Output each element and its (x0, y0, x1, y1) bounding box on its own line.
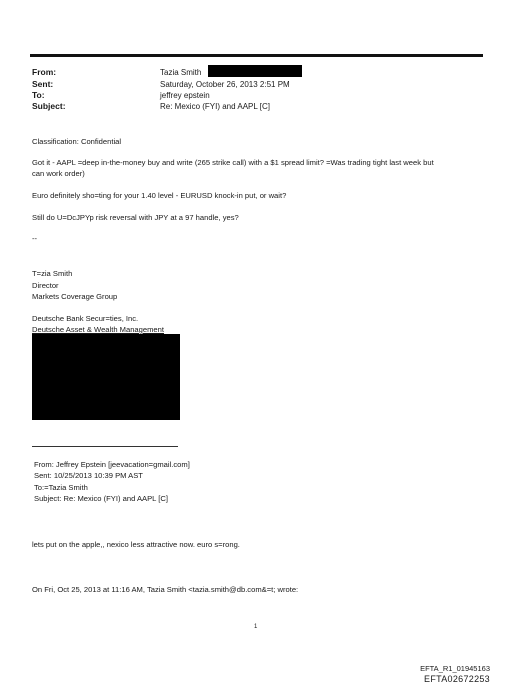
to-label: To: (32, 90, 45, 100)
body-line-1b: can work order) (32, 169, 85, 178)
signature-company-2: Deutsche Asset & Wealth Management (32, 325, 164, 334)
classification-text: Classification: Confidential (32, 137, 122, 146)
bates-stamp-1: EFTA_R1_01945163 (420, 664, 490, 673)
sent-label: Sent: (32, 79, 54, 89)
quoted-from: From: Jeffrey Epstein [jeevacation=gmail.com] (34, 460, 190, 469)
quoted-on-wrote-line: On Fri, Oct 25, 2013 at 11:16 AM, Tazia Smith <tazia.smith@db.com&=t; wrote: (32, 585, 299, 594)
signature-group: Markets Coverage Group (32, 292, 118, 301)
signature-company-1: Deutsche Bank Secur=ties, Inc. (32, 314, 139, 323)
to-value: jeffrey epstein (160, 91, 210, 100)
redaction-block-email (208, 65, 302, 77)
quoted-to: To:=Tazia Smith (34, 483, 88, 492)
subject-value: Re: Mexico (FYI) and AAPL [C] (160, 102, 270, 111)
header-top-rule (30, 54, 483, 57)
quoted-separator-rule (32, 446, 178, 447)
bates-stamp-2: EFTA02672253 (424, 674, 490, 684)
from-label: From: (32, 67, 57, 77)
quoted-sent: Sent: 10/25/2013 10:39 PM AST (34, 471, 143, 480)
page-number: 1 (254, 624, 258, 630)
body-line-1a: Got it - AAPL =deep in-the-money buy and write (265 strike call) with a $1 spread limit? =Was trading tight last week but (32, 158, 434, 167)
body-line-3: Still do U=DcJPYp risk reversal with JPY at a 97 handle, yes? (32, 213, 239, 222)
signature-name: T=zia Smith (32, 269, 73, 278)
quoted-subject: Subject: Re: Mexico (FYI) and AAPL [C] (34, 494, 168, 503)
signature-title: Director (32, 281, 59, 290)
subject-label: Subject: (32, 101, 66, 111)
body-line-2: Euro definitely sho=ting for your 1.40 level - EURUSD knock-in put, or wait? (32, 191, 287, 200)
signature-dashes: -- (32, 234, 38, 243)
redaction-block-signature (32, 334, 180, 420)
sent-value: Saturday, October 26, 2013 2:51 PM (160, 80, 290, 89)
from-value: Tazia Smith (160, 68, 202, 77)
quoted-reply-text: lets put on the apple,, nexico less attractive now. euro s=rong. (32, 540, 240, 549)
